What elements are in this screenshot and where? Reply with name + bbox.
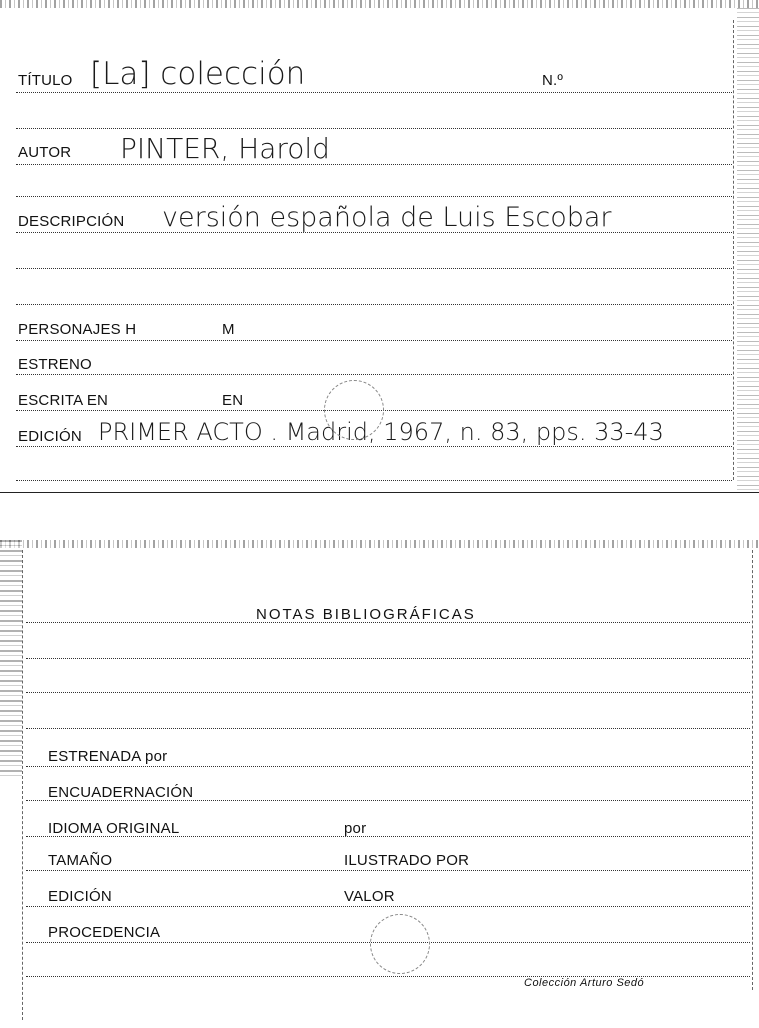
scanned-edge-top bbox=[0, 0, 759, 8]
rule-line bbox=[26, 766, 750, 767]
rule-line bbox=[16, 128, 732, 129]
card-right-border bbox=[733, 20, 734, 480]
descripcion-label: DESCRIPCIÓN bbox=[18, 213, 125, 230]
rule-line bbox=[26, 870, 750, 871]
collection-credit: Colección Arturo Sedó bbox=[524, 977, 645, 989]
edicion-back-label: EDICIÓN bbox=[48, 888, 112, 905]
ilustrado-label: ILUSTRADO POR bbox=[344, 852, 470, 869]
estrenada-label: ESTRENADA por bbox=[48, 748, 168, 765]
personajes-m-label: M bbox=[222, 321, 235, 338]
titulo-label: TÍTULO bbox=[18, 72, 73, 89]
scanned-edge-right bbox=[737, 8, 759, 494]
scanned-edge-top bbox=[0, 540, 759, 548]
tamano-label: TAMAÑO bbox=[48, 852, 113, 869]
rule-line bbox=[16, 304, 732, 305]
edicion-label: EDICIÓN bbox=[18, 428, 82, 445]
punch-hole-mark bbox=[370, 914, 430, 974]
card-left-border bbox=[22, 550, 23, 1020]
notas-heading: NOTAS BIBLIOGRÁFICAS bbox=[256, 606, 476, 623]
card-separator bbox=[0, 492, 759, 493]
catalog-card-back bbox=[0, 540, 759, 1020]
idioma-label: IDIOMA ORIGINAL bbox=[48, 820, 180, 837]
card-right-border bbox=[752, 550, 753, 990]
edicion-value: PRIMER ACTO . Madrid, 1967, n. 83, pps. 33-43 bbox=[98, 418, 664, 446]
rule-line bbox=[16, 480, 732, 481]
rule-line bbox=[26, 622, 750, 623]
rule-line bbox=[16, 268, 732, 269]
autor-value: PINTER, Harold bbox=[120, 132, 330, 165]
rule-line bbox=[26, 728, 750, 729]
rule-line bbox=[26, 692, 750, 693]
catalog-card-front bbox=[0, 0, 759, 494]
personajes-label: PERSONAJES H bbox=[18, 321, 137, 338]
valor-label: VALOR bbox=[344, 888, 395, 905]
numero-label: N.º bbox=[542, 72, 564, 89]
rule-line bbox=[26, 906, 750, 907]
titulo-value: [La] colección bbox=[90, 56, 306, 92]
escrita-label: ESCRITA EN bbox=[18, 392, 109, 409]
autor-label: AUTOR bbox=[18, 144, 72, 161]
encuadernacion-label: ENCUADERNACIÓN bbox=[48, 784, 194, 801]
estreno-label: ESTRENO bbox=[18, 356, 92, 373]
procedencia-label: PROCEDENCIA bbox=[48, 924, 161, 941]
rule-line bbox=[26, 658, 750, 659]
punch-hole-mark bbox=[324, 380, 384, 440]
scanned-edge-left bbox=[0, 540, 22, 780]
rule-line bbox=[16, 92, 732, 93]
idioma-por-label: por bbox=[344, 820, 367, 837]
descripcion-value: versión española de Luis Escobar bbox=[162, 202, 612, 233]
rule-line bbox=[16, 340, 732, 341]
rule-line bbox=[16, 446, 732, 447]
rule-line bbox=[16, 374, 732, 375]
escrita-en-label: EN bbox=[222, 392, 244, 409]
rule-line bbox=[16, 196, 732, 197]
